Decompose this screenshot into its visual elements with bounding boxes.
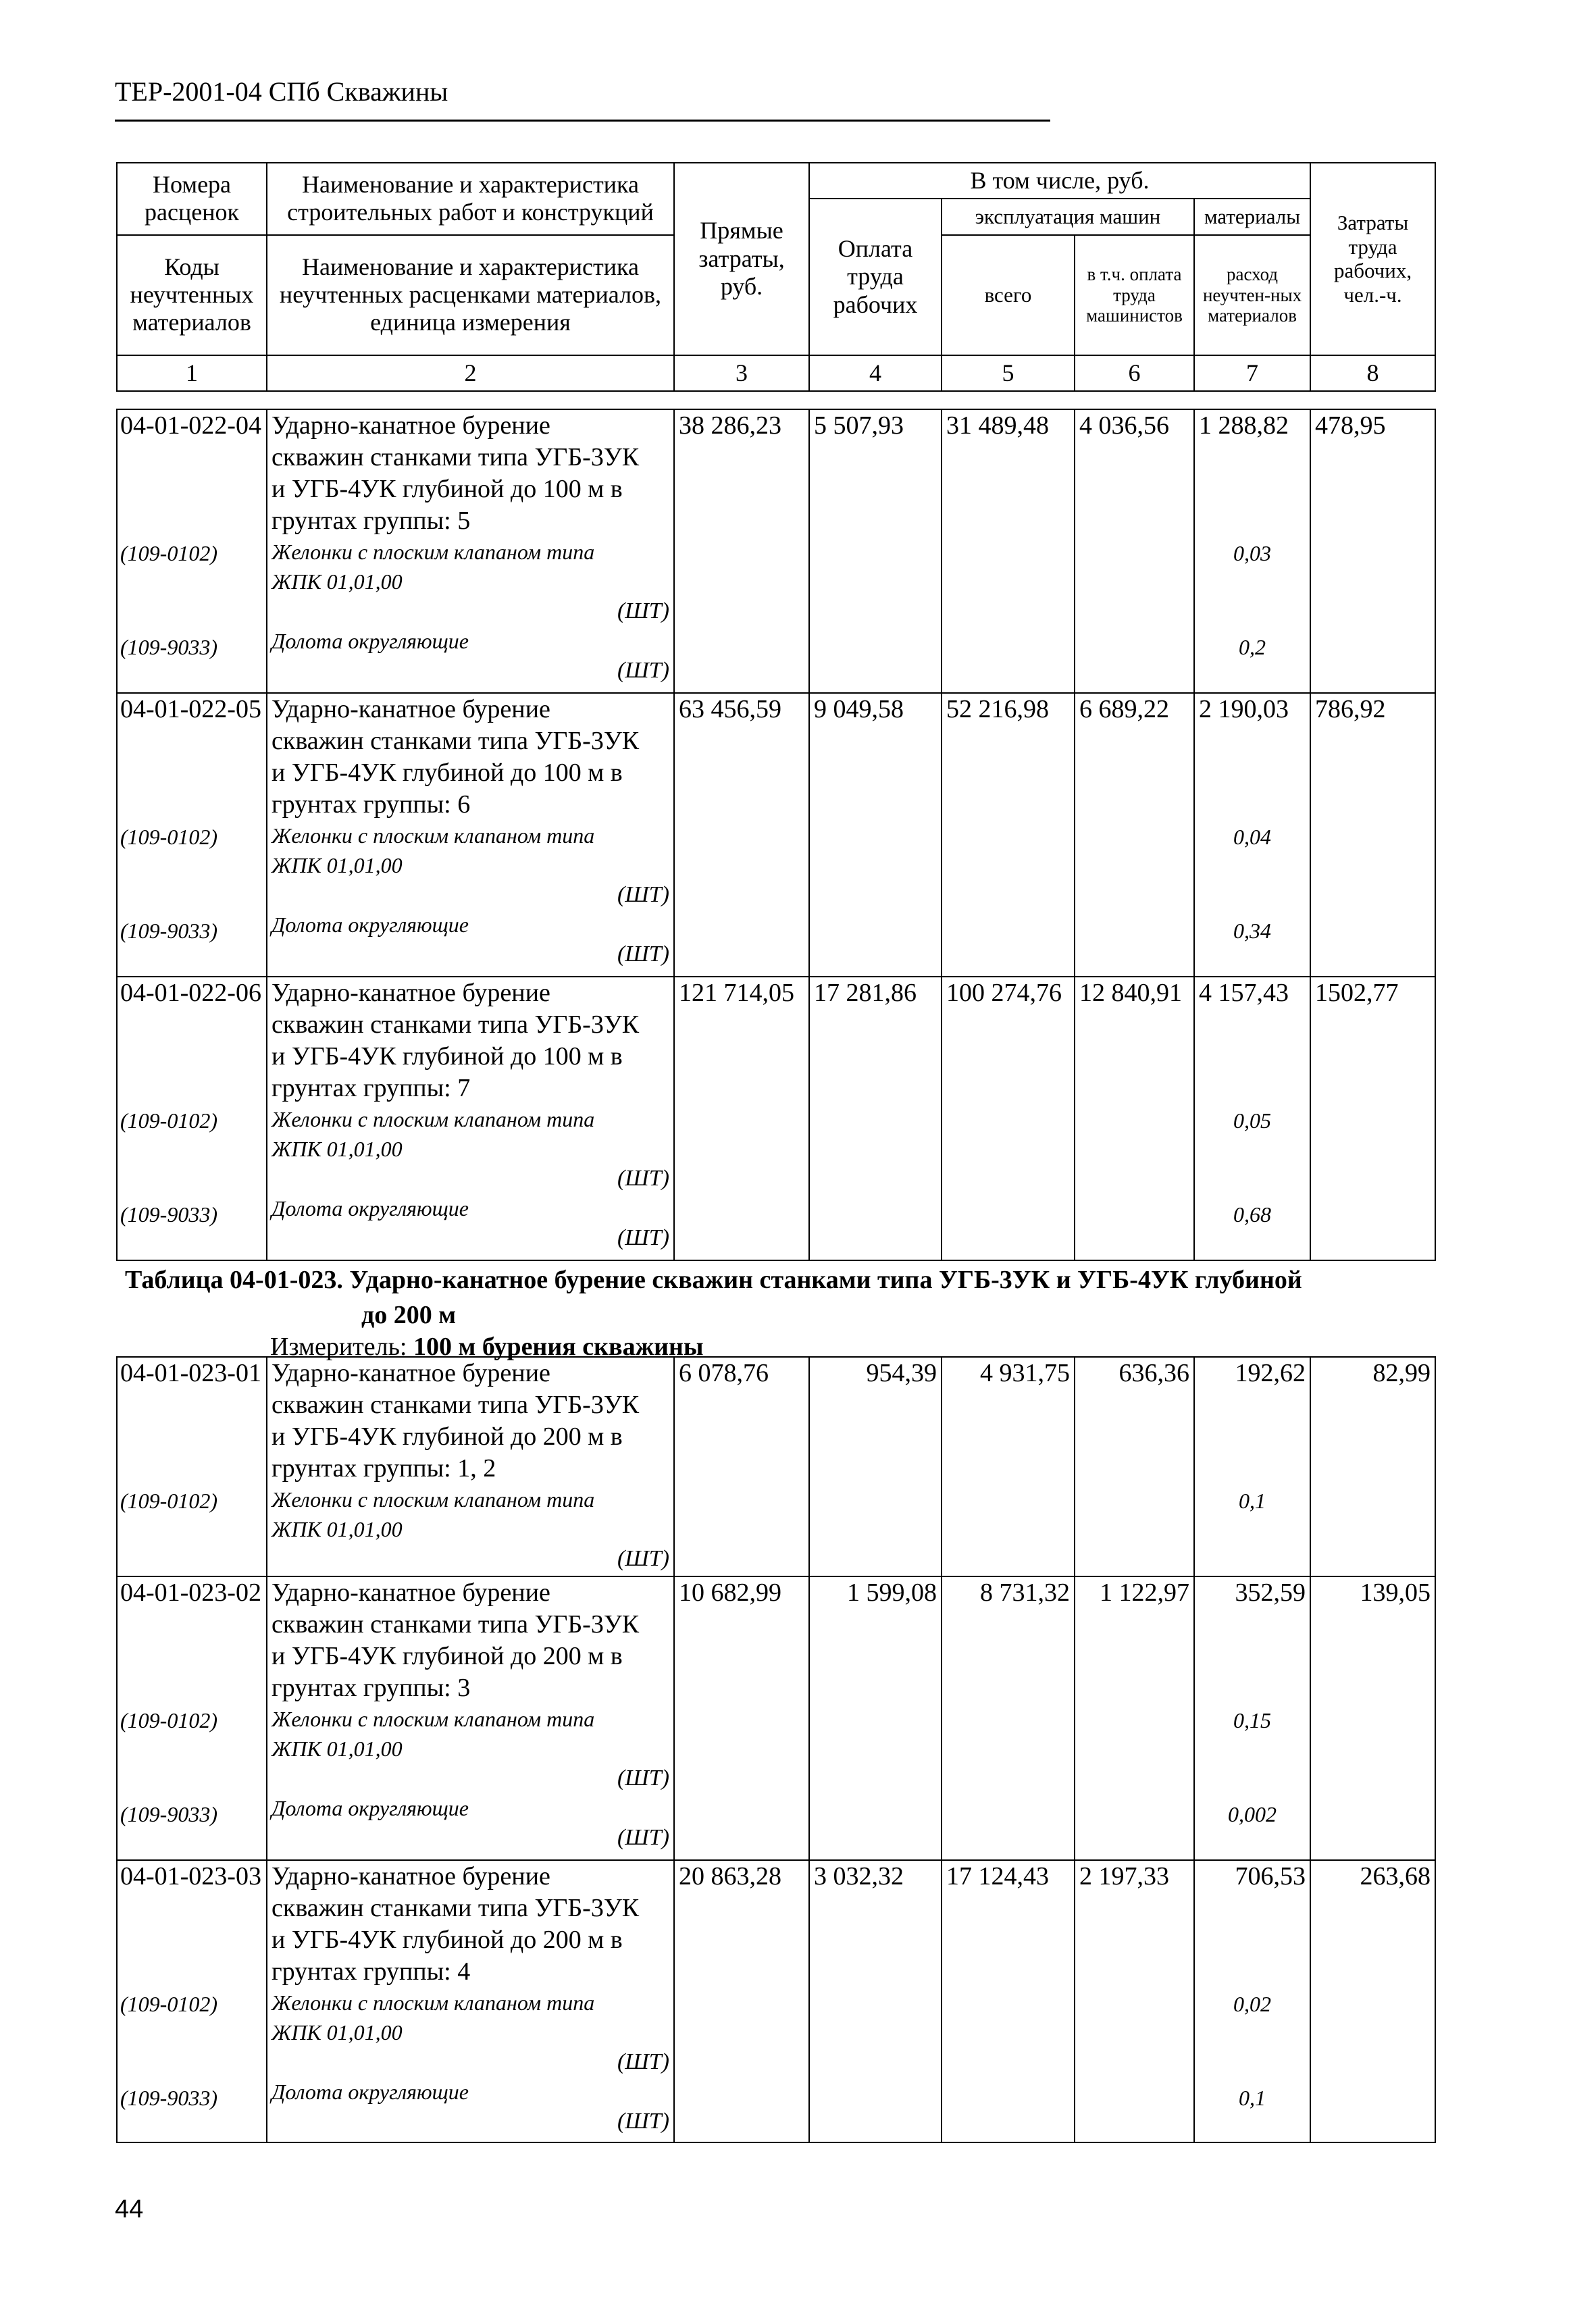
- materials-value: 706,53: [1235, 1862, 1306, 1891]
- work-name-line: грунтах группы: 5: [272, 507, 471, 535]
- machines-total: 52 216,98: [942, 693, 1075, 977]
- machines-total: 100 274,76: [942, 977, 1075, 1260]
- work-name-line: грунтах группы: 4: [272, 1957, 471, 1986]
- table-row: [117, 977, 1435, 1260]
- material-qty: 0,1: [1239, 1489, 1266, 1513]
- labor-hours: 263,68: [1310, 1860, 1435, 2142]
- work-description-cell: [267, 1357, 674, 1576]
- material-name-line: Желонки с плоским клапаном типа: [272, 1107, 595, 1131]
- col-number: 1: [117, 355, 267, 391]
- material-name-line: Долота округляющие: [272, 912, 469, 937]
- material-unit: (ШТ): [617, 598, 669, 623]
- machines-total: 17 124,43: [942, 1860, 1075, 2142]
- work-name-line: скважин станками типа УГБ-3УК: [272, 727, 640, 755]
- labor-pay: 17 281,86: [809, 977, 942, 1260]
- material-unit: (ШТ): [617, 882, 669, 907]
- col-number: 6: [1075, 355, 1194, 391]
- page-number: 44: [115, 2195, 144, 2223]
- rate-code-cell: [117, 1576, 267, 1860]
- rate-code-cell: [117, 693, 267, 977]
- material-name-line: ЖПК 01,01,00: [272, 569, 403, 594]
- material-unit: (ШТ): [617, 2109, 669, 2134]
- table-row: [117, 1576, 1435, 1860]
- work-name-line: скважин станками типа УГБ-3УК: [272, 1894, 640, 1922]
- col-number: 4: [809, 355, 942, 391]
- col2-bottom-header: Наименование и характеристика неучтенных расценками материалов, единица измерения: [267, 235, 674, 355]
- direct-costs: 121 714,05: [674, 977, 809, 1260]
- material-code: (109-0102): [120, 1708, 217, 1732]
- work-name-line: Ударно-канатное бурение: [272, 411, 550, 440]
- materials-header: материалы: [1194, 199, 1310, 234]
- machinists-pay: 2 197,33: [1075, 1860, 1194, 2142]
- machines-header: эксплуатация машин: [942, 199, 1194, 234]
- material-name-line: Желонки с плоским клапаном типа: [272, 823, 595, 848]
- labor-hours: 1502,77: [1310, 977, 1435, 1260]
- labor-pay: 954,39: [809, 1357, 942, 1576]
- work-name-line: скважин станками типа УГБ-3УК: [272, 1610, 640, 1639]
- machinists-pay: 4 036,56: [1075, 409, 1194, 693]
- labor-pay: 1 599,08: [809, 1576, 942, 1860]
- material-qty: 0,05: [1233, 1108, 1271, 1133]
- included-header: В том числе, руб.: [809, 163, 1310, 199]
- table-row: [117, 693, 1435, 977]
- material-code: (109-0102): [120, 541, 217, 565]
- materials-cell: [1194, 1357, 1310, 1576]
- material-name-line: ЖПК 01,01,00: [272, 1737, 403, 1761]
- column-header-table: [116, 162, 1436, 392]
- labor-pay: 3 032,32: [809, 1860, 942, 2142]
- table-row: [117, 409, 1435, 693]
- rate-code: 04-01-022-04: [120, 411, 261, 440]
- machines-total: 8 731,32: [942, 1576, 1075, 1860]
- machinists-pay: 12 840,91: [1075, 977, 1194, 1260]
- col3-header: Прямые затраты, руб.: [674, 163, 809, 355]
- material-name-line: Желонки с плоским клапаном типа: [272, 1990, 595, 2015]
- machines-total: 31 489,48: [942, 409, 1075, 693]
- col1-top-header: Номера расценок: [117, 163, 267, 235]
- document-title: ТЕР-2001-04 СПб Скважины: [115, 76, 448, 107]
- material-unit: (ШТ): [617, 1546, 669, 1571]
- material-name-line: ЖПК 01,01,00: [272, 1517, 403, 1541]
- labor-hours: 786,92: [1310, 693, 1435, 977]
- work-name-line: и УГБ-4УК глубиной до 100 м в: [272, 475, 623, 503]
- col2-top-header: Наименование и характеристика строительных работ и конструкций: [267, 163, 674, 235]
- direct-costs: 10 682,99: [674, 1576, 809, 1860]
- materials-cell: [1194, 409, 1310, 693]
- work-name-line: скважин станками типа УГБ-3УК: [272, 443, 640, 471]
- work-name-line: и УГБ-4УК глубиной до 100 м в: [272, 1042, 623, 1071]
- material-name-line: ЖПК 01,01,00: [272, 1137, 403, 1161]
- material-name-line: Долота округляющие: [272, 1196, 469, 1220]
- material-name-line: Долота округляющие: [272, 2080, 469, 2104]
- materials-value: 192,62: [1235, 1359, 1306, 1387]
- material-name-line: Долота округляющие: [272, 629, 469, 653]
- rate-code: 04-01-022-06: [120, 979, 261, 1007]
- rates-table-023: [116, 1356, 1436, 2143]
- col-number: 7: [1194, 355, 1310, 391]
- machinists-pay: 6 689,22: [1075, 693, 1194, 977]
- col-number: 3: [674, 355, 809, 391]
- material-code: (109-0102): [120, 825, 217, 849]
- material-qty: 0,2: [1239, 635, 1266, 659]
- col1-bottom-header: Коды неучтенных материалов: [117, 235, 267, 355]
- materials-value: 2 190,03: [1199, 695, 1289, 723]
- measurement-value: 100 м бурения скважины: [413, 1333, 704, 1361]
- work-name-line: грунтах группы: 3: [272, 1674, 471, 1702]
- machines-total: 4 931,75: [942, 1357, 1075, 1576]
- work-name-line: и УГБ-4УК глубиной до 200 м в: [272, 1422, 623, 1451]
- col-number: 5: [942, 355, 1075, 391]
- labor-hours: 82,99: [1310, 1357, 1435, 1576]
- material-qty: 0,02: [1233, 1992, 1271, 2016]
- materials-cell: [1194, 1860, 1310, 2142]
- direct-costs: 38 286,23: [674, 409, 809, 693]
- work-description-cell: [267, 977, 674, 1260]
- col-number: 8: [1310, 355, 1435, 391]
- material-qty: 0,15: [1233, 1708, 1271, 1732]
- material-unit: (ШТ): [617, 1766, 669, 1791]
- labor-hours: 478,95: [1310, 409, 1435, 693]
- col-number: 2: [267, 355, 674, 391]
- material-qty: 0,002: [1228, 1802, 1277, 1826]
- material-name-line: Желонки с плоским клапаном типа: [272, 1487, 595, 1512]
- work-name-line: скважин станками типа УГБ-3УК: [272, 1391, 640, 1419]
- col4-header: Оплата труда рабочих: [809, 199, 942, 355]
- table-row: [117, 1357, 1435, 1576]
- material-unit: (ШТ): [617, 1225, 669, 1250]
- machinists-pay: 1 122,97: [1075, 1576, 1194, 1860]
- material-code: (109-0102): [120, 1108, 217, 1133]
- rate-code: 04-01-022-05: [120, 695, 261, 723]
- material-code: (109-9033): [120, 919, 217, 943]
- work-name-line: и УГБ-4УК глубиной до 200 м в: [272, 1642, 623, 1670]
- material-unit: (ШТ): [617, 1166, 669, 1191]
- rate-code-cell: [117, 1357, 267, 1576]
- material-name-line: Долота округляющие: [272, 1796, 469, 1820]
- work-name-line: Ударно-канатное бурение: [272, 979, 550, 1007]
- table-caption: Таблица 04-01-023. Ударно-канатное бурение скважин станками типа УГБ-3УК и УГБ-4УК глубиной: [125, 1266, 1302, 1294]
- material-qty: 0,03: [1233, 541, 1271, 565]
- labor-pay: 5 507,93: [809, 409, 942, 693]
- materials-cell: [1194, 977, 1310, 1260]
- col6-header: в т.ч. оплата труда машинистов: [1075, 235, 1194, 355]
- rate-code: 04-01-023-03: [120, 1862, 261, 1891]
- materials-cell: [1194, 693, 1310, 977]
- work-name-line: и УГБ-4УК глубиной до 100 м в: [272, 759, 623, 787]
- work-name-line: грунтах группы: 7: [272, 1074, 471, 1102]
- material-qty: 0,1: [1239, 2086, 1266, 2110]
- work-description-cell: [267, 1860, 674, 2142]
- material-name-line: Желонки с плоским клапаном типа: [272, 1707, 595, 1731]
- material-code: (109-9033): [120, 2086, 217, 2110]
- rate-code-cell: [117, 409, 267, 693]
- col5-header: всего: [942, 235, 1075, 355]
- rate-code-cell: [117, 977, 267, 1260]
- materials-cell: [1194, 1576, 1310, 1860]
- materials-value: 352,59: [1235, 1578, 1306, 1607]
- work-description-cell: [267, 693, 674, 977]
- work-name-line: скважин станками типа УГБ-3УК: [272, 1010, 640, 1039]
- material-code: (109-9033): [120, 1202, 217, 1227]
- table-row: [117, 1860, 1435, 2142]
- direct-costs: 6 078,76: [674, 1357, 809, 1576]
- title-rule: [115, 120, 1050, 122]
- material-code: (109-9033): [120, 635, 217, 659]
- material-qty: 0,34: [1233, 919, 1271, 943]
- material-name-line: ЖПК 01,01,00: [272, 2020, 403, 2045]
- direct-costs: 20 863,28: [674, 1860, 809, 2142]
- material-unit: (ШТ): [617, 1825, 669, 1850]
- col7-header: расход неучтен-ных материалов: [1194, 235, 1310, 355]
- material-code: (109-0102): [120, 1489, 217, 1513]
- work-description-cell: [267, 409, 674, 693]
- rates-table-022: [116, 409, 1436, 1261]
- labor-pay: 9 049,58: [809, 693, 942, 977]
- work-name-line: грунтах группы: 1, 2: [272, 1454, 496, 1483]
- table-caption-continued: до 200 м: [361, 1301, 457, 1329]
- work-name-line: Ударно-канатное бурение: [272, 1578, 550, 1607]
- material-qty: 0,68: [1233, 1202, 1271, 1227]
- material-qty: 0,04: [1233, 825, 1271, 849]
- materials-value: 1 288,82: [1199, 411, 1289, 440]
- rate-code: 04-01-023-01: [120, 1359, 261, 1387]
- machinists-pay: 636,36: [1075, 1357, 1194, 1576]
- labor-hours: 139,05: [1310, 1576, 1435, 1860]
- material-unit: (ШТ): [617, 658, 669, 683]
- rate-code: 04-01-023-02: [120, 1578, 261, 1607]
- material-code: (109-9033): [120, 1802, 217, 1826]
- work-name-line: Ударно-канатное бурение: [272, 1862, 550, 1891]
- work-name-line: и УГБ-4УК глубиной до 200 м в: [272, 1926, 623, 1954]
- work-name-line: Ударно-канатное бурение: [272, 1359, 550, 1387]
- material-unit: (ШТ): [617, 2049, 669, 2074]
- measurement-label: Измеритель:: [270, 1333, 407, 1361]
- work-description-cell: [267, 1576, 674, 1860]
- material-code: (109-0102): [120, 1992, 217, 2016]
- work-name-line: грунтах группы: 6: [272, 790, 471, 819]
- material-unit: (ШТ): [617, 942, 669, 967]
- work-name-line: Ударно-канатное бурение: [272, 695, 550, 723]
- materials-value: 4 157,43: [1199, 979, 1289, 1007]
- material-name-line: Желонки с плоским клапаном типа: [272, 540, 595, 564]
- direct-costs: 63 456,59: [674, 693, 809, 977]
- material-name-line: ЖПК 01,01,00: [272, 853, 403, 877]
- rate-code-cell: [117, 1860, 267, 2142]
- col8-header: Затраты труда рабочих, чел.-ч.: [1310, 163, 1435, 355]
